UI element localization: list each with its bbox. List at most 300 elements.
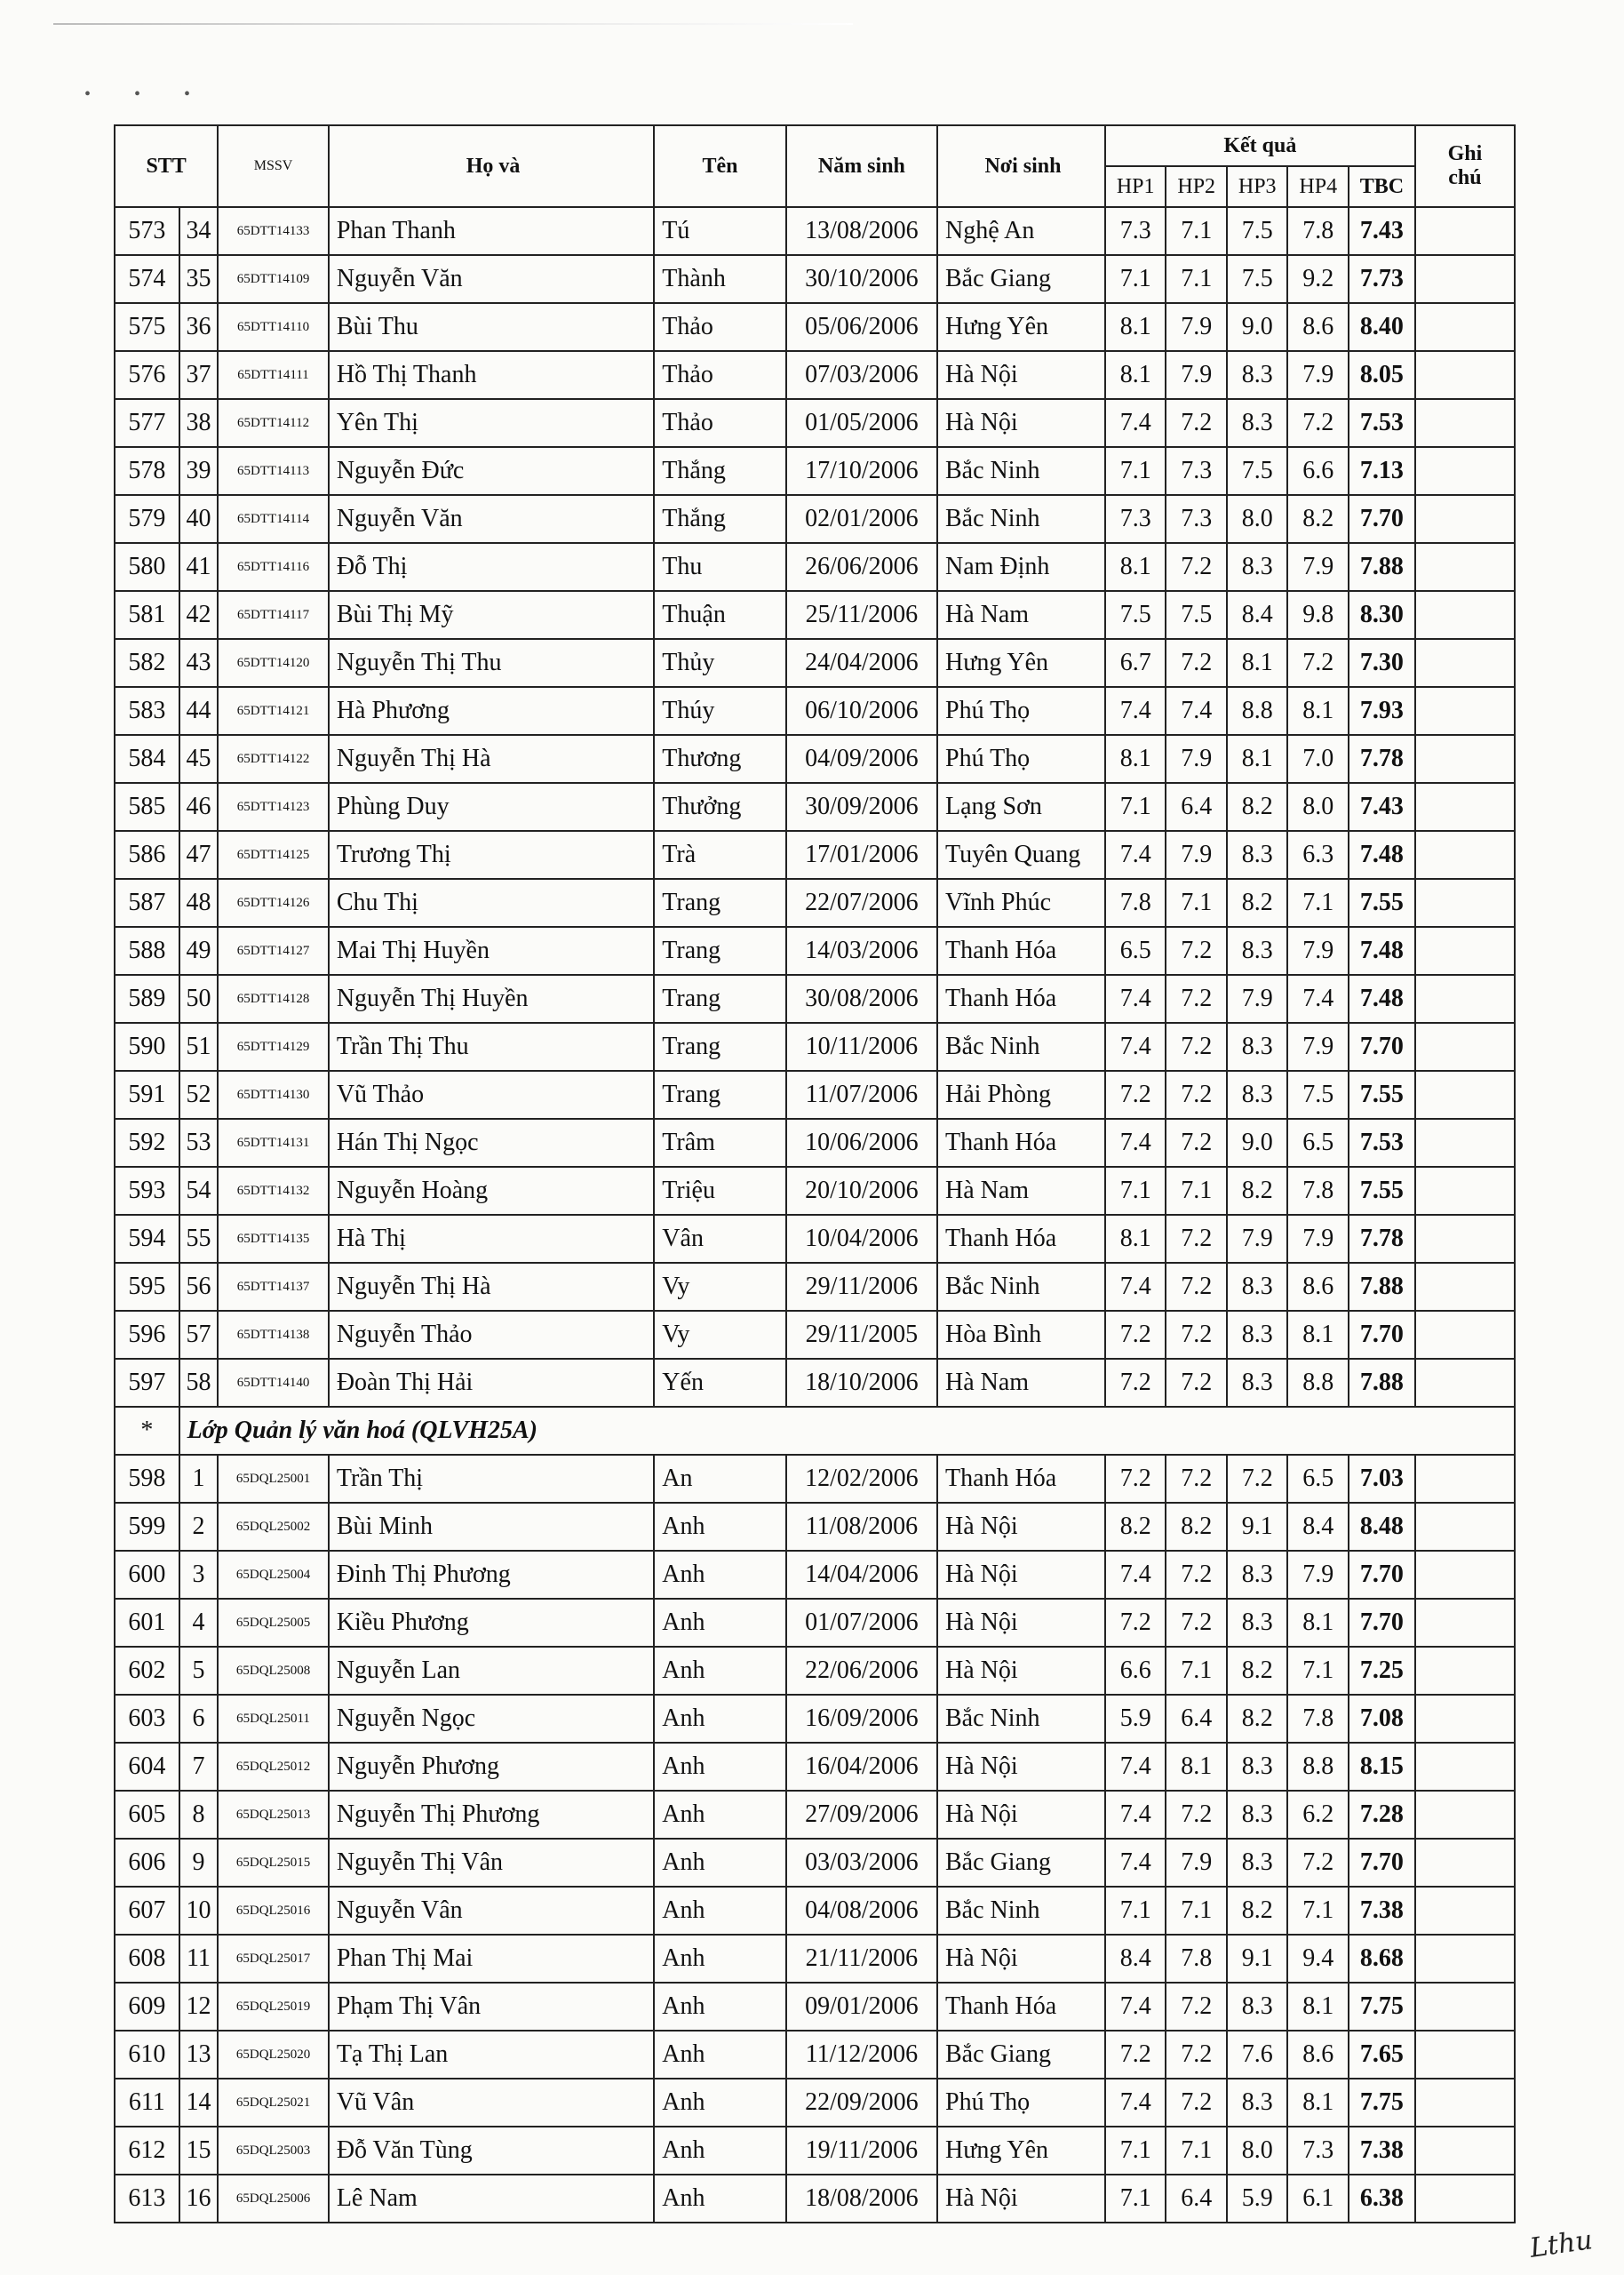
cell-hp3: 8.1 — [1227, 639, 1288, 687]
cell-stt: 589 — [115, 975, 179, 1023]
cell-tbc: 7.73 — [1349, 255, 1415, 303]
cell-ten: Vân — [654, 1215, 785, 1263]
cell-ho-va: Phạm Thị Vân — [329, 1983, 654, 2031]
cell-hp4: 6.6 — [1287, 447, 1349, 495]
cell-hp3: 8.0 — [1227, 2127, 1288, 2175]
cell-hp3: 8.3 — [1227, 1599, 1288, 1647]
cell-ho-va: Mai Thị Huyền — [329, 927, 654, 975]
cell-hp3: 9.1 — [1227, 1503, 1288, 1551]
cell-noi-sinh: Hà Nội — [937, 1647, 1105, 1695]
cell-hp4: 7.1 — [1287, 1887, 1349, 1935]
cell-mssv: 65DTT14121 — [218, 687, 329, 735]
cell-hp3: 8.2 — [1227, 1167, 1288, 1215]
cell-ten: Thắng — [654, 447, 785, 495]
cell-hp4: 7.9 — [1287, 1551, 1349, 1599]
table-row — [115, 1887, 1515, 1935]
cell-index: 43 — [179, 639, 219, 687]
cell-hp1: 7.1 — [1105, 255, 1166, 303]
cell-hp2: 7.2 — [1166, 1071, 1227, 1119]
cell-hp1: 6.6 — [1105, 1647, 1166, 1695]
table-row — [115, 447, 1515, 495]
cell-index: 57 — [179, 1311, 219, 1359]
cell-hp1: 7.1 — [1105, 1167, 1166, 1215]
cell-noi-sinh: Hưng Yên — [937, 303, 1105, 351]
cell-stt: 575 — [115, 303, 179, 351]
cell-ho-va: Bùi Thị Mỹ — [329, 591, 654, 639]
cell-hp4: 6.5 — [1287, 1119, 1349, 1167]
cell-ten: Anh — [654, 1503, 785, 1551]
cell-ho-va: Chu Thị — [329, 879, 654, 927]
cell-ghi-chu — [1415, 1503, 1515, 1551]
cell-hp2: 7.1 — [1166, 207, 1227, 255]
table-row — [115, 591, 1515, 639]
cell-tbc: 7.70 — [1349, 1839, 1415, 1887]
cell-stt: 579 — [115, 495, 179, 543]
cell-ho-va: Trương Thị — [329, 831, 654, 879]
cell-ghi-chu — [1415, 1935, 1515, 1983]
cell-hp2: 7.9 — [1166, 1839, 1227, 1887]
section-title: Lớp Quản lý văn hoá (QLVH25A) — [179, 1407, 1515, 1455]
cell-noi-sinh: Phú Thọ — [937, 687, 1105, 735]
cell-hp1: 8.4 — [1105, 1935, 1166, 1983]
cell-index: 38 — [179, 399, 219, 447]
cell-ten: An — [654, 1455, 785, 1503]
cell-tbc: 7.53 — [1349, 399, 1415, 447]
cell-stt: 600 — [115, 1551, 179, 1599]
cell-ho-va: Nguyễn Thị Phương — [329, 1791, 654, 1839]
cell-hp1: 7.1 — [1105, 783, 1166, 831]
cell-nam-sinh: 17/10/2006 — [786, 447, 937, 495]
cell-index: 49 — [179, 927, 219, 975]
cell-stt: 597 — [115, 1359, 179, 1407]
cell-noi-sinh: Tuyên Quang — [937, 831, 1105, 879]
cell-hp3: 7.5 — [1227, 447, 1288, 495]
cell-hp4: 8.1 — [1287, 1983, 1349, 2031]
cell-ho-va: Nguyễn Văn — [329, 495, 654, 543]
cell-ghi-chu — [1415, 927, 1515, 975]
cell-noi-sinh: Lạng Sơn — [937, 783, 1105, 831]
cell-index: 34 — [179, 207, 219, 255]
cell-hp4: 7.9 — [1287, 1215, 1349, 1263]
cell-ten: Trà — [654, 831, 785, 879]
header-ten: Tên — [654, 125, 785, 207]
cell-hp4: 8.4 — [1287, 1503, 1349, 1551]
cell-mssv: 65DQL25012 — [218, 1743, 329, 1791]
cell-hp1: 8.2 — [1105, 1503, 1166, 1551]
cell-nam-sinh: 14/04/2006 — [786, 1551, 937, 1599]
cell-hp3: 8.1 — [1227, 735, 1288, 783]
cell-tbc: 8.05 — [1349, 351, 1415, 399]
cell-index: 48 — [179, 879, 219, 927]
cell-noi-sinh: Bắc Ninh — [937, 447, 1105, 495]
table-body-group-b — [115, 1455, 1515, 2223]
table-row — [115, 1935, 1515, 1983]
cell-tbc: 7.48 — [1349, 927, 1415, 975]
cell-mssv: 65DQL25021 — [218, 2079, 329, 2127]
cell-index: 36 — [179, 303, 219, 351]
cell-ghi-chu — [1415, 447, 1515, 495]
table-row — [115, 351, 1515, 399]
cell-mssv: 65DTT14110 — [218, 303, 329, 351]
cell-tbc: 7.08 — [1349, 1695, 1415, 1743]
cell-hp2: 7.2 — [1166, 543, 1227, 591]
cell-hp2: 6.4 — [1166, 2175, 1227, 2223]
cell-hp4: 8.1 — [1287, 1311, 1349, 1359]
cell-tbc: 7.70 — [1349, 1551, 1415, 1599]
cell-ghi-chu — [1415, 591, 1515, 639]
cell-hp2: 7.9 — [1166, 735, 1227, 783]
cell-tbc: 7.70 — [1349, 1599, 1415, 1647]
cell-mssv: 65DQL25019 — [218, 1983, 329, 2031]
table-row — [115, 1839, 1515, 1887]
cell-index: 41 — [179, 543, 219, 591]
cell-nam-sinh: 01/07/2006 — [786, 1599, 937, 1647]
cell-ho-va: Nguyễn Đức — [329, 447, 654, 495]
header-nam-sinh: Năm sinh — [786, 125, 937, 207]
cell-noi-sinh: Bắc Ninh — [937, 495, 1105, 543]
cell-hp2: 7.9 — [1166, 303, 1227, 351]
table-row — [115, 639, 1515, 687]
cell-ten: Anh — [654, 1887, 785, 1935]
cell-ten: Anh — [654, 1647, 785, 1695]
cell-nam-sinh: 11/07/2006 — [786, 1071, 937, 1119]
cell-hp2: 7.1 — [1166, 2127, 1227, 2175]
cell-stt: 596 — [115, 1311, 179, 1359]
cell-hp4: 7.9 — [1287, 927, 1349, 975]
cell-noi-sinh: Hải Phòng — [937, 1071, 1105, 1119]
cell-tbc: 7.93 — [1349, 687, 1415, 735]
cell-hp3: 8.3 — [1227, 1263, 1288, 1311]
cell-nam-sinh: 30/09/2006 — [786, 783, 937, 831]
cell-hp3: 7.6 — [1227, 2031, 1288, 2079]
cell-ten: Trang — [654, 975, 785, 1023]
cell-hp1: 6.5 — [1105, 927, 1166, 975]
table-row — [115, 831, 1515, 879]
cell-ho-va: Nguyễn Văn — [329, 255, 654, 303]
cell-mssv: 65DQL25006 — [218, 2175, 329, 2223]
cell-ho-va: Kiều Phương — [329, 1599, 654, 1647]
cell-index: 53 — [179, 1119, 219, 1167]
cell-hp3: 8.3 — [1227, 1071, 1288, 1119]
cell-index: 10 — [179, 1887, 219, 1935]
cell-hp2: 7.5 — [1166, 591, 1227, 639]
table-row — [115, 1503, 1515, 1551]
table-row — [115, 2031, 1515, 2079]
cell-hp3: 7.5 — [1227, 255, 1288, 303]
handwritten-signature: Lthu — [1527, 2224, 1595, 2264]
cell-stt: 602 — [115, 1647, 179, 1695]
cell-mssv: 65DTT14140 — [218, 1359, 329, 1407]
cell-ten: Thuận — [654, 591, 785, 639]
cell-nam-sinh: 13/08/2006 — [786, 207, 937, 255]
header-hp1: HP1 — [1105, 166, 1166, 207]
header-hp3: HP3 — [1227, 166, 1288, 207]
cell-tbc: 7.75 — [1349, 1983, 1415, 2031]
cell-hp1: 7.1 — [1105, 2175, 1166, 2223]
table-row — [115, 927, 1515, 975]
cell-hp3: 7.5 — [1227, 207, 1288, 255]
cell-hp2: 7.1 — [1166, 879, 1227, 927]
cell-tbc: 6.38 — [1349, 2175, 1415, 2223]
cell-tbc: 7.28 — [1349, 1791, 1415, 1839]
cell-hp2: 7.3 — [1166, 447, 1227, 495]
cell-hp1: 8.1 — [1105, 735, 1166, 783]
cell-ten: Thắng — [654, 495, 785, 543]
cell-ghi-chu — [1415, 1887, 1515, 1935]
cell-hp4: 7.2 — [1287, 639, 1349, 687]
cell-nam-sinh: 27/09/2006 — [786, 1791, 937, 1839]
cell-index: 42 — [179, 591, 219, 639]
cell-nam-sinh: 09/01/2006 — [786, 1983, 937, 2031]
cell-ho-va: Phan Thanh — [329, 207, 654, 255]
cell-hp4: 7.8 — [1287, 1167, 1349, 1215]
cell-hp2: 7.2 — [1166, 1311, 1227, 1359]
cell-noi-sinh: Thanh Hóa — [937, 1119, 1105, 1167]
cell-ghi-chu — [1415, 1551, 1515, 1599]
cell-hp2: 7.2 — [1166, 399, 1227, 447]
cell-stt: 585 — [115, 783, 179, 831]
table-body-group-a — [115, 207, 1515, 1407]
cell-hp3: 8.3 — [1227, 1983, 1288, 2031]
cell-hp3: 8.2 — [1227, 1647, 1288, 1695]
cell-hp2: 8.1 — [1166, 1743, 1227, 1791]
cell-nam-sinh: 03/03/2006 — [786, 1839, 937, 1887]
cell-noi-sinh: Hòa Bình — [937, 1311, 1105, 1359]
cell-ten: Thảo — [654, 303, 785, 351]
cell-hp4: 7.5 — [1287, 1071, 1349, 1119]
cell-mssv: 65DTT14125 — [218, 831, 329, 879]
cell-ten: Vy — [654, 1263, 785, 1311]
cell-hp1: 7.4 — [1105, 399, 1166, 447]
cell-ghi-chu — [1415, 975, 1515, 1023]
cell-noi-sinh: Hà Nội — [937, 1551, 1105, 1599]
cell-ho-va: Phùng Duy — [329, 783, 654, 831]
cell-tbc: 7.53 — [1349, 1119, 1415, 1167]
cell-stt: 573 — [115, 207, 179, 255]
cell-hp4: 7.9 — [1287, 1023, 1349, 1071]
table-row — [115, 1647, 1515, 1695]
table-row — [115, 1215, 1515, 1263]
table-row — [115, 2079, 1515, 2127]
cell-hp1: 7.4 — [1105, 1119, 1166, 1167]
cell-tbc: 7.65 — [1349, 2031, 1415, 2079]
cell-hp3: 8.2 — [1227, 783, 1288, 831]
cell-stt: 610 — [115, 2031, 179, 2079]
cell-noi-sinh: Hà Nội — [937, 351, 1105, 399]
cell-hp4: 7.0 — [1287, 735, 1349, 783]
cell-hp3: 8.3 — [1227, 1551, 1288, 1599]
cell-nam-sinh: 22/09/2006 — [786, 2079, 937, 2127]
cell-hp1: 7.4 — [1105, 1743, 1166, 1791]
table-row — [115, 1119, 1515, 1167]
cell-hp1: 7.8 — [1105, 879, 1166, 927]
cell-hp3: 9.0 — [1227, 303, 1288, 351]
cell-stt: 594 — [115, 1215, 179, 1263]
cell-hp2: 7.9 — [1166, 351, 1227, 399]
results-table — [114, 124, 1516, 2223]
cell-index: 58 — [179, 1359, 219, 1407]
cell-ho-va: Nguyễn Thị Hà — [329, 735, 654, 783]
cell-ghi-chu — [1415, 1359, 1515, 1407]
cell-noi-sinh: Bắc Ninh — [937, 1263, 1105, 1311]
table-row — [115, 1455, 1515, 1503]
cell-noi-sinh: Hà Nội — [937, 1935, 1105, 1983]
cell-tbc: 7.88 — [1349, 1359, 1415, 1407]
cell-noi-sinh: Bắc Ninh — [937, 1887, 1105, 1935]
cell-nam-sinh: 06/10/2006 — [786, 687, 937, 735]
cell-nam-sinh: 04/08/2006 — [786, 1887, 937, 1935]
cell-stt: 606 — [115, 1839, 179, 1887]
cell-stt: 612 — [115, 2127, 179, 2175]
cell-index: 7 — [179, 1743, 219, 1791]
cell-hp1: 7.3 — [1105, 207, 1166, 255]
cell-mssv: 65DTT14133 — [218, 207, 329, 255]
table-row — [115, 255, 1515, 303]
cell-mssv: 65DTT14137 — [218, 1263, 329, 1311]
table-row — [115, 1551, 1515, 1599]
cell-noi-sinh: Hà Nội — [937, 399, 1105, 447]
cell-hp2: 7.2 — [1166, 1791, 1227, 1839]
cell-ghi-chu — [1415, 2079, 1515, 2127]
cell-noi-sinh: Hà Nam — [937, 591, 1105, 639]
cell-mssv: 65DQL25020 — [218, 2031, 329, 2079]
cell-hp3: 8.3 — [1227, 1791, 1288, 1839]
cell-tbc: 7.70 — [1349, 495, 1415, 543]
table-row — [115, 687, 1515, 735]
cell-index: 45 — [179, 735, 219, 783]
cell-mssv: 65DTT14123 — [218, 783, 329, 831]
cell-stt: 591 — [115, 1071, 179, 1119]
table-row — [115, 1071, 1515, 1119]
cell-ho-va: Hà Thị — [329, 1215, 654, 1263]
table-row — [115, 1599, 1515, 1647]
cell-ten: Trang — [654, 927, 785, 975]
cell-index: 9 — [179, 1839, 219, 1887]
cell-ghi-chu — [1415, 1839, 1515, 1887]
cell-mssv: 65DTT14138 — [218, 1311, 329, 1359]
cell-stt: 604 — [115, 1743, 179, 1791]
cell-hp3: 8.3 — [1227, 1743, 1288, 1791]
cell-tbc: 7.78 — [1349, 1215, 1415, 1263]
cell-hp2: 7.2 — [1166, 639, 1227, 687]
cell-index: 16 — [179, 2175, 219, 2223]
cell-hp3: 8.3 — [1227, 399, 1288, 447]
cell-index: 1 — [179, 1455, 219, 1503]
cell-nam-sinh: 16/09/2006 — [786, 1695, 937, 1743]
cell-hp1: 8.1 — [1105, 351, 1166, 399]
cell-hp1: 7.4 — [1105, 2079, 1166, 2127]
cell-hp3: 8.3 — [1227, 927, 1288, 975]
cell-mssv: 65DQL25005 — [218, 1599, 329, 1647]
cell-tbc: 7.38 — [1349, 2127, 1415, 2175]
cell-noi-sinh: Hà Nội — [937, 1743, 1105, 1791]
cell-ghi-chu — [1415, 639, 1515, 687]
cell-ten: Tú — [654, 207, 785, 255]
cell-tbc: 7.38 — [1349, 1887, 1415, 1935]
cell-stt: 613 — [115, 2175, 179, 2223]
cell-nam-sinh: 10/04/2006 — [786, 1215, 937, 1263]
cell-tbc: 7.55 — [1349, 1071, 1415, 1119]
cell-hp3: 8.4 — [1227, 591, 1288, 639]
cell-ten: Trang — [654, 1023, 785, 1071]
table-row — [115, 1983, 1515, 2031]
cell-mssv: 65DTT14128 — [218, 975, 329, 1023]
cell-mssv: 65DTT14116 — [218, 543, 329, 591]
cell-ho-va: Vũ Vân — [329, 2079, 654, 2127]
cell-hp1: 7.4 — [1105, 831, 1166, 879]
cell-noi-sinh: Phú Thọ — [937, 735, 1105, 783]
cell-ho-va: Đỗ Văn Tùng — [329, 2127, 654, 2175]
cell-stt: 595 — [115, 1263, 179, 1311]
cell-hp4: 8.1 — [1287, 687, 1349, 735]
cell-hp2: 7.2 — [1166, 975, 1227, 1023]
cell-stt: 576 — [115, 351, 179, 399]
cell-hp4: 7.2 — [1287, 1839, 1349, 1887]
cell-stt: 578 — [115, 447, 179, 495]
cell-ten: Anh — [654, 1695, 785, 1743]
cell-index: 11 — [179, 1935, 219, 1983]
table-row — [115, 783, 1515, 831]
cell-hp1: 7.2 — [1105, 1311, 1166, 1359]
cell-hp4: 7.3 — [1287, 2127, 1349, 2175]
cell-hp1: 8.1 — [1105, 543, 1166, 591]
cell-ghi-chu — [1415, 543, 1515, 591]
cell-hp3: 8.0 — [1227, 495, 1288, 543]
cell-hp4: 7.9 — [1287, 543, 1349, 591]
cell-mssv: 65DQL25003 — [218, 2127, 329, 2175]
cell-tbc: 7.03 — [1349, 1455, 1415, 1503]
cell-hp3: 8.3 — [1227, 2079, 1288, 2127]
cell-tbc: 8.40 — [1349, 303, 1415, 351]
cell-noi-sinh: Thanh Hóa — [937, 927, 1105, 975]
cell-tbc: 7.25 — [1349, 1647, 1415, 1695]
cell-hp3: 9.1 — [1227, 1935, 1288, 1983]
cell-ghi-chu — [1415, 495, 1515, 543]
cell-ghi-chu — [1415, 1647, 1515, 1695]
cell-nam-sinh: 26/06/2006 — [786, 543, 937, 591]
cell-ho-va: Đoàn Thị Hải — [329, 1359, 654, 1407]
cell-ten: Anh — [654, 1599, 785, 1647]
cell-nam-sinh: 30/10/2006 — [786, 255, 937, 303]
cell-hp1: 7.2 — [1105, 1359, 1166, 1407]
cell-ho-va: Nguyễn Hoàng — [329, 1167, 654, 1215]
cell-noi-sinh: Bắc Giang — [937, 1839, 1105, 1887]
cell-ten: Thu — [654, 543, 785, 591]
cell-hp2: 7.2 — [1166, 1551, 1227, 1599]
cell-nam-sinh: 17/01/2006 — [786, 831, 937, 879]
section-row — [115, 1407, 1515, 1455]
cell-tbc: 7.88 — [1349, 1263, 1415, 1311]
cell-tbc: 7.70 — [1349, 1311, 1415, 1359]
cell-hp4: 8.1 — [1287, 2079, 1349, 2127]
table-row — [115, 975, 1515, 1023]
cell-hp4: 9.2 — [1287, 255, 1349, 303]
cell-ghi-chu — [1415, 1791, 1515, 1839]
cell-noi-sinh: Bắc Giang — [937, 255, 1105, 303]
cell-mssv: 65DTT14135 — [218, 1215, 329, 1263]
cell-mssv: 65DTT14126 — [218, 879, 329, 927]
table-row — [115, 1263, 1515, 1311]
cell-ten: Thủy — [654, 639, 785, 687]
cell-nam-sinh: 11/12/2006 — [786, 2031, 937, 2079]
cell-hp1: 7.4 — [1105, 1839, 1166, 1887]
table-row — [115, 1023, 1515, 1071]
cell-hp2: 7.2 — [1166, 2031, 1227, 2079]
cell-hp4: 8.1 — [1287, 1599, 1349, 1647]
cell-mssv: 65DTT14114 — [218, 495, 329, 543]
cell-noi-sinh: Nghệ An — [937, 207, 1105, 255]
cell-hp2: 6.4 — [1166, 1695, 1227, 1743]
